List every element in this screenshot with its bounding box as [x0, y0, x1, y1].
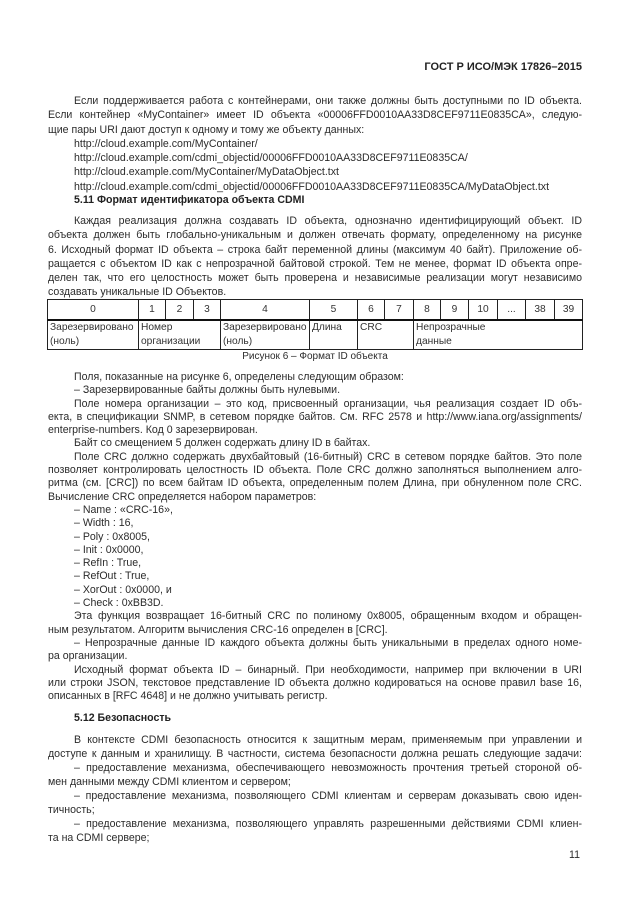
- text-line: ращается с объектом ID как с непрозрачной байтовой строкой. Тем не менее, формат ID объекта опре-: [48, 257, 582, 270]
- byte-offset: 7: [385, 300, 414, 321]
- list-item: – Name : «CRC-16»,: [74, 503, 173, 516]
- uri-example: http://cloud.example.com/cdmi_objectid/00006FFD0010AA33D8CEF9711E0835CA/: [74, 152, 468, 164]
- field-row: [48, 320, 583, 350]
- list-item: – предоставление механизма, обеспечивающего невозможность прочтения третьей стороной об-: [74, 762, 582, 774]
- list-item: – Init : 0x0000,: [74, 543, 144, 556]
- uri-example: http://cloud.example.com/cdmi_objectid/00006FFD0010AA33D8CEF9711E0835CA/MyDataObject.txt: [74, 180, 550, 193]
- byte-offset: 0: [48, 300, 139, 321]
- text-line: ным результатом. Алгоритм вычисления CRC-16 определен в [CRC].: [48, 623, 388, 636]
- field-label: Непрозрачные: [416, 322, 486, 333]
- field-label: Номер: [141, 322, 173, 333]
- field-label: Зарезервировано: [50, 322, 134, 333]
- text-line: или строки JSON, текстовое представление ID объекта должно кодироваться на основе правил base 16,: [48, 676, 582, 689]
- uri-example: http://cloud.example.com/MyContainer/MyDataObject.txt: [74, 166, 339, 179]
- list-item: – Poly : 0x8005,: [74, 530, 150, 543]
- text-line: Если поддерживается работа с контейнерами, они также должны быть доступными по ID объекта.: [74, 95, 582, 107]
- text-line: enterprise-numbers. Код 0 зарезервирован.: [48, 424, 258, 437]
- text-line: создавать уникальные ID Объектов.: [48, 286, 227, 299]
- text-line: описанных в [RFC 4648] и не должно учитывать регистр.: [48, 690, 328, 703]
- byte-offset: 2: [166, 300, 194, 321]
- field-crc: [358, 320, 414, 350]
- text-line: В контексте CDMI безопасность относится к защитным мерам, применяемым при управлении и: [74, 734, 582, 746]
- text-line: Исходный формат объекта ID – бинарный. При необходимости, например при включении в URI: [74, 663, 582, 676]
- page-number: 11: [569, 849, 580, 861]
- paragraph-object-id: [48, 214, 582, 300]
- field-label: организации: [141, 336, 201, 347]
- text-line: та на CDMI сервере;: [48, 832, 150, 844]
- list-item: – RefIn : True,: [74, 557, 142, 570]
- uri-example: http://cloud.example.com/MyContainer/: [74, 137, 258, 150]
- document-header: ГОСТ Р ИСО/МЭК 17826–2015: [424, 61, 582, 73]
- byte-offset: 8: [414, 300, 441, 321]
- field-length: [310, 320, 358, 350]
- field-reserved: [221, 320, 310, 350]
- paragraph-security: [48, 733, 582, 845]
- field-label: CRC: [360, 322, 383, 333]
- byte-offset: 10: [469, 300, 498, 321]
- byte-offset: 3: [194, 300, 221, 321]
- list-item: – Непрозрачные данные ID каждого объекта должны быть уникальными в пределах одного номе-: [74, 636, 582, 649]
- text-line: Каждая реализация должна создавать ID объекта, однозначно идентифицирующий объект. ID: [74, 215, 582, 227]
- field-label: (ноль): [223, 336, 253, 347]
- byte-offset: 5: [310, 300, 358, 321]
- field-label: Зарезервировано: [223, 322, 307, 333]
- text-line: Если контейнер «MyContainer» имеет ID объекта «00006FFD0010AA33D8CEF9711E0835CA», следую-: [48, 109, 582, 122]
- list-item: – XorOut : 0x0000, и: [74, 583, 172, 596]
- list-item: – Width : 16,: [74, 517, 134, 530]
- field-label: Длина: [312, 322, 342, 333]
- text-line: позволяет контролировать целостность ID объекта. Поле CRC должно заполняться выполнением алго-: [48, 464, 582, 477]
- byte-offset: 4: [221, 300, 310, 321]
- text-line: Поле номера организации – это код, присвоенный организации, чья реализация создает ID объ-: [74, 397, 582, 410]
- text-line: щие пары URI дают доступ к одному и тому же объекту данных:: [48, 123, 365, 136]
- section-heading-5-11: 5.11 Формат идентификатора объекта CDMI: [74, 194, 305, 206]
- figure-caption: Рисунок 6 – Формат ID объекта: [242, 351, 388, 362]
- paragraph-fields: [48, 371, 582, 703]
- text-line: доступе к данным и хранилищу. В частности, система безопасности должна решать следующие задачи:: [48, 748, 582, 760]
- field-opaque-data: [414, 320, 583, 350]
- text-line: объекта должен быть глобально-уникальным и должен отвечать формату, определенному на рисунке: [48, 229, 582, 242]
- list-item: – RefOut : True,: [74, 570, 150, 583]
- list-item: – предоставление механизма, позволяющего управлять разрешенными действиями CDMI клиен-: [74, 818, 582, 830]
- list-item: – Зарезервированные байты должны быть нулевыми.: [74, 384, 341, 397]
- text-line: Поле CRC должно содержать двухбайтовый (16-битный) CRC в сетевом порядке байтов. Это поле: [74, 450, 582, 463]
- text-line: тичность;: [48, 804, 95, 816]
- field-label: данные: [416, 336, 452, 347]
- byte-offset-row: [48, 300, 583, 321]
- text-line: ра организации.: [48, 650, 128, 663]
- text-line: ритма (см. [CRC]) по всем байтам ID объекта, определенным полем Длина, при обнуленном поле CRC.: [48, 477, 582, 490]
- byte-offset: 6: [358, 300, 385, 321]
- list-item: – предоставление механизма, позволяющего CDMI клиентам и серверам доказывать свою иден-: [74, 790, 582, 802]
- text-line: мен данными между CDMI клиентом и сервером;: [48, 776, 291, 788]
- text-line: Вычисление CRC определяется набором параметров:: [48, 490, 317, 503]
- section-heading-5-12: 5.12 Безопасность: [74, 712, 172, 724]
- byte-offset: ...: [498, 300, 526, 321]
- text-line: 6. Исходный формат ID объекта – строка байт переменной длины (максимум 40 байт). Приложение об-: [48, 243, 582, 256]
- text-line: делен так, что его целостность может быть проверена и независимые реализации могут независимо: [48, 272, 582, 284]
- text-line: Поля, показанные на рисунке 6, определены следующим образом:: [74, 371, 404, 383]
- byte-offset: 1: [139, 300, 166, 321]
- field-organization-number: [139, 320, 221, 350]
- byte-offset: 39: [555, 300, 583, 321]
- field-label: (ноль): [50, 336, 80, 347]
- field-reserved: [48, 320, 139, 350]
- text-line: Байт со смещением 5 должен содержать длину ID в байтах.: [74, 437, 371, 450]
- paragraph-containers: [48, 94, 582, 194]
- byte-offset: 9: [441, 300, 469, 321]
- object-id-format-figure: [47, 299, 583, 350]
- text-line: Эта функция возвращает 16-битный CRC по полиному 0x8005, обращенным входом и обращен-: [74, 610, 582, 623]
- text-line: екта, в спецификации SNMP, в сетевом порядке байтов. См. RFC 2578 и http://www.iana.org/assignments/: [48, 410, 582, 423]
- byte-offset: 38: [526, 300, 555, 321]
- list-item: – Check : 0xBB3D.: [74, 597, 164, 610]
